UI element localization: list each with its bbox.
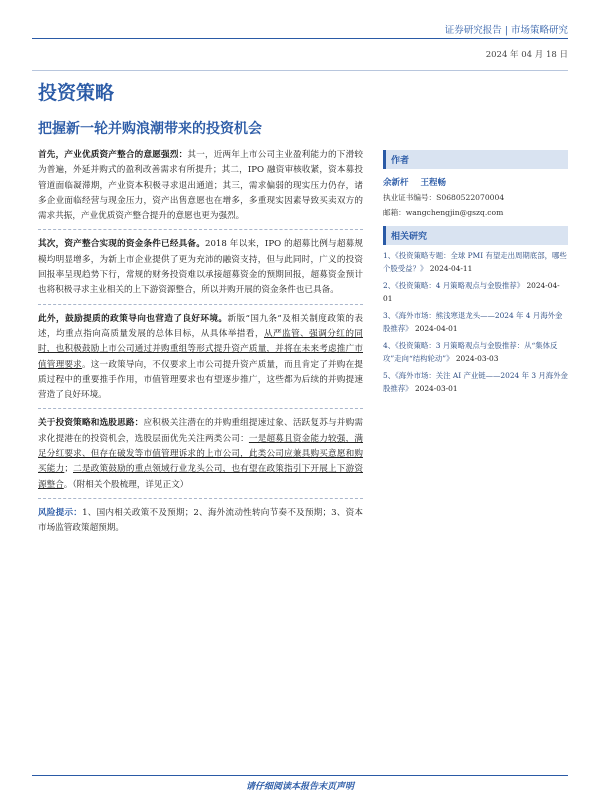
footer-disclaimer: 请仔细阅读本报告末页声明 — [245, 782, 354, 792]
paragraph-1-lead: 首先，产业优质资产整合的意愿强烈： — [38, 150, 188, 160]
related-item-title: 5、《海外市场：关注 AI 产业链——2024 年 3 月海外金股推荐》 — [383, 371, 568, 393]
footer-divider — [32, 775, 568, 776]
related-item-date: 2024-04-11 — [429, 263, 473, 273]
report-subtitle: 把握新一轮并购浪潮带来的投资机会 — [38, 121, 262, 137]
divider — [38, 304, 363, 306]
paragraph-4-underlined-2: 二是政策鼓励的重点领域行业龙头公司，也有望在政策指引下开展上下游资源整合 — [38, 464, 363, 490]
related-item-title: 4、《投资策略：3 月策略观点与金股推荐：从“集体反攻”走向“结构轮动”》 — [383, 341, 558, 363]
paragraph-2 — [38, 237, 363, 298]
divider — [38, 229, 363, 231]
report-type: 证券研究报告 | 市场策略研究 — [444, 25, 568, 36]
header-divider — [32, 38, 568, 39]
report-date: 2024 年 04 月 18 日 — [485, 50, 568, 60]
paragraph-4-lead: 关于投资策略和选股思路： — [38, 418, 144, 429]
divider — [38, 408, 363, 410]
email-link[interactable]: wangchengjin@gszq.com — [405, 208, 504, 217]
related-heading: 相关研究 — [383, 226, 568, 245]
license-row — [383, 192, 568, 203]
paragraph-3 — [38, 312, 363, 404]
paragraph-3-underlined: 从严监管、强调分红的同时，也积极鼓励上市公司通过并购重组等形式提升资产质量，并将在未来考虑推广市值管理要求 — [38, 328, 363, 370]
related-item[interactable] — [383, 280, 568, 305]
author-names — [383, 176, 568, 188]
email-label: 邮箱： — [383, 208, 406, 217]
author-name: 余新杆 — [383, 178, 409, 188]
paragraph-1 — [38, 148, 363, 224]
related-item-title: 1、《投资策略专题：全球 PMI 有望走出周期底部，哪些个股受益？》 — [383, 251, 567, 273]
sidebar — [383, 150, 568, 400]
paragraph-4-body-a: 应积极关注潜在的并购重组提速过象、活跃复苏与并购需求化提港在的投资机会，选股层面优先关注两类公司： — [38, 418, 363, 444]
license-label: 执业证书编号： — [383, 193, 437, 202]
author-heading: 作者 — [383, 150, 568, 169]
paragraph-1-body: 其一，近两年上市公司主业盈利能力的下滑较为普遍，外延并购式的盈利改善需求有所提升；其二，IPO 融资审核收紧，资本募投管道面临凝滞期，产业资本积极寻求退出通道；其三，需求偏弱的现实压力仍存，诸多企业面临经营与现金压力，资产出售意愿也在增多，多重现实因素导致买卖双方的需求共振，产业优质资产整合提升的意愿也更为强烈。 — [38, 150, 363, 222]
header-divider-secondary — [32, 70, 568, 71]
related-item-date: 2024-03-01 — [414, 383, 458, 393]
email-row — [383, 207, 568, 218]
paragraph-3-lead: 此外，鼓励提质的政策导向也营造了良好环境。 — [38, 313, 228, 324]
related-item[interactable] — [383, 370, 568, 395]
license-value: S0680522070004 — [436, 193, 505, 202]
related-item[interactable] — [383, 310, 568, 335]
author-name: 王程畅 — [420, 178, 447, 188]
paragraph-4 — [38, 416, 363, 492]
divider — [38, 498, 363, 500]
related-item-date: 2024-03-03 — [455, 353, 499, 363]
related-item-title: 2、《投资策略：4 月策略观点与金股推荐》 — [383, 281, 525, 290]
paragraph-2-lead: 其次，资产整合实现的资金条件已经具备。 — [38, 239, 205, 250]
paragraph-3-body-a: 新版“国九条”及相关制度政策的表述，均重点指向高质量发展的总体目标，从具体举措看， — [38, 313, 363, 339]
page-title: 投资策略 — [38, 82, 115, 104]
related-item-date: 2024-04-01 — [383, 281, 560, 303]
related-item-title: 3、《海外市场：熊浅寒退龙头——2024 年 4 月海外金股推荐》 — [383, 311, 563, 333]
related-item-date: 2024-04-01 — [414, 323, 458, 333]
paragraph-2-body: 2018 年以来，IPO 的超募比例与超募规模均明显增多，为新上市企业提供了更为充沛的融资支持，但与此同时，广义的投资回报率呈现趋势下行，常规的财务投资难以承接超募资金的预期回报，超募资金预计也将积极寻求主业相关的上下游资源整合，所以并购开展的资金条件也已具备。 — [38, 239, 363, 296]
paragraph-3-body-b: 。这一政策导向，不仅要求上市公司提升资产质量，而且肯定了并购在提质过程中的重要推手作用，市值管理要求也有望逐步推广，这些都为后续的并购提速营造了良好环境。 — [38, 359, 363, 401]
related-item[interactable] — [383, 340, 568, 365]
paragraph-4-body-b: 。（附相关个股梳理，详见正文） — [63, 479, 189, 490]
paragraph-4-mid: ； — [64, 464, 73, 475]
risk-paragraph — [38, 506, 363, 537]
paragraph-4-underlined-1: 一是超募且资金能力较强，满足分红要求、但存在破发等市值管理诉求的上市公司，此类公司应兼具购买意愿和购买能力 — [38, 433, 363, 475]
risk-body: 1、国内相关政策不及预期；2、海外流动性转向节奏不及预期；3、资本市场监管政策超预期。 — [38, 507, 363, 534]
related-list — [383, 250, 568, 395]
main-content — [38, 148, 363, 542]
risk-label: 风险提示： — [38, 507, 83, 518]
report-header — [445, 22, 568, 60]
related-item[interactable] — [383, 250, 568, 275]
